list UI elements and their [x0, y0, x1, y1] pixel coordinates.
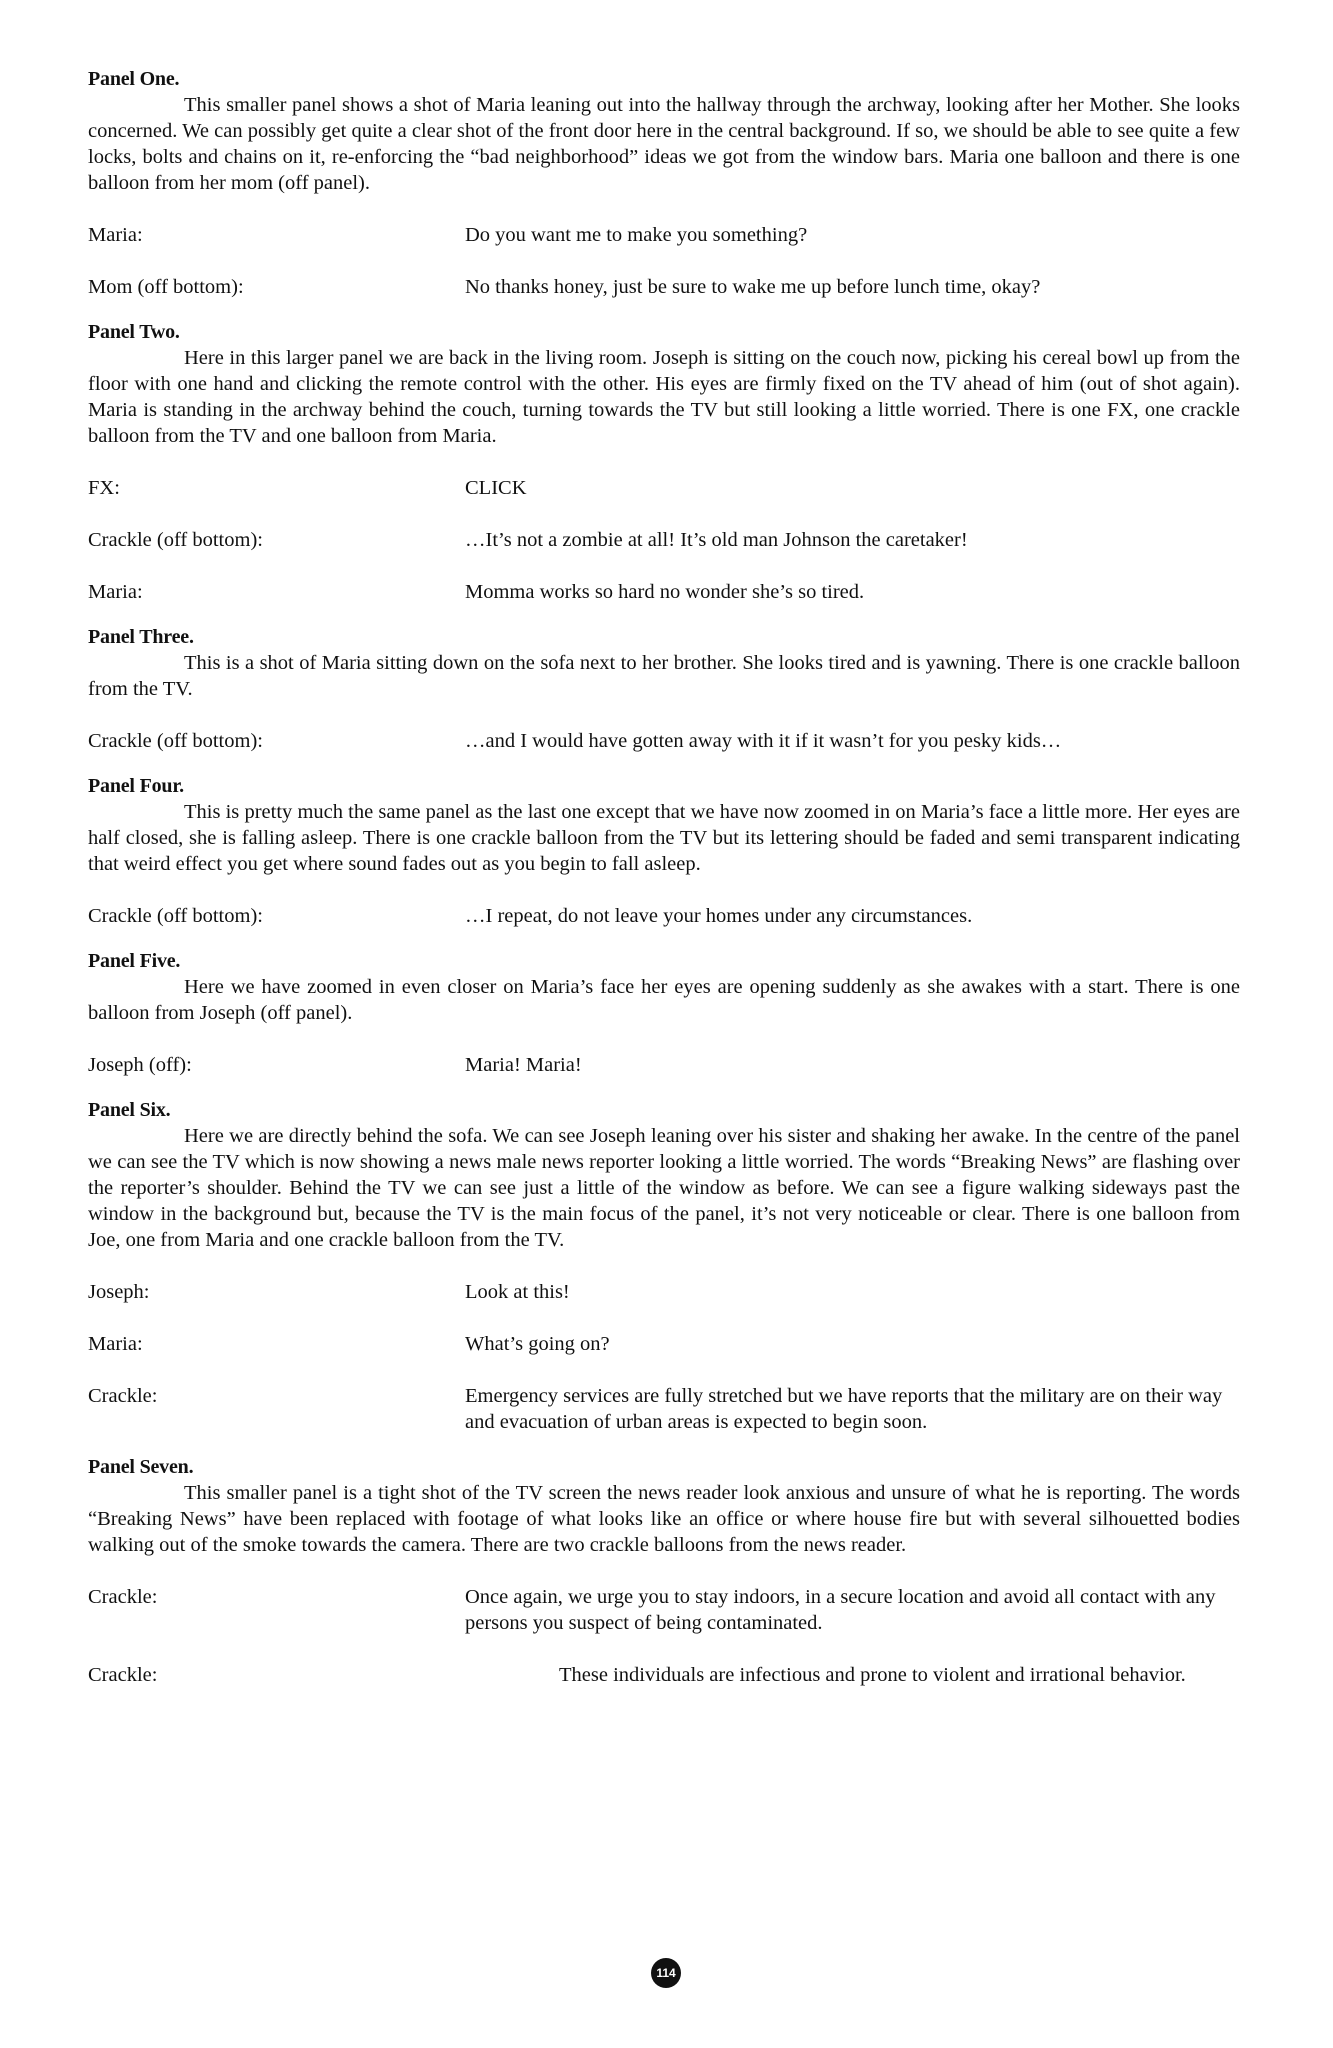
dialogue-line: [88, 1584, 1240, 1636]
dialogue-line: [88, 222, 1240, 248]
panel-two: [88, 319, 1240, 605]
panel-seven: [88, 1454, 1240, 1688]
page-number-badge: 114: [651, 1958, 681, 1988]
speaker: Joseph (off):: [88, 1054, 192, 1076]
dialogue-line: [88, 527, 1240, 553]
panel-three: [88, 624, 1240, 754]
dialogue-text: No thanks honey, just be sure to wake me up before lunch time, okay?: [465, 276, 1041, 298]
panel-title: Panel Seven.: [88, 1456, 194, 1478]
panel-description: This is a shot of Maria sitting down on the sofa next to her brother. She looks tired and is yawning. There is one crackle balloon from the TV.: [88, 652, 1240, 700]
speaker: Mom (off bottom):: [88, 276, 244, 298]
panel-title: Panel Five.: [88, 950, 181, 972]
dialogue-text: Maria! Maria!: [465, 1054, 582, 1076]
dialogue-list: [88, 1052, 1240, 1078]
speaker: Crackle (off bottom):: [88, 905, 263, 927]
speaker: FX:: [88, 477, 120, 499]
dialogue-text: Emergency services are fully stretched but we have reports that the military are on their way and evacuation of urban areas is expected to begin soon.: [465, 1385, 1223, 1433]
speaker: Maria:: [88, 1333, 143, 1355]
panel-description: This smaller panel is a tight shot of the TV screen the news reader look anxious and unsure of what he is reporting. The words “Breaking News” have been replaced with footage of what looks like an office or where house fire but with several silhouetted bodies walking out of the smoke towards the camera. There are two crackle balloons from the news reader.: [88, 1482, 1240, 1556]
dialogue-text: …and I would have gotten away with it if it wasn’t for you pesky kids…: [465, 730, 1062, 752]
panel-title: Panel Three.: [88, 626, 194, 648]
dialogue-text: Momma works so hard no wonder she’s so tired.: [465, 581, 865, 603]
dialogue-text: CLICK: [465, 477, 527, 499]
speaker: Joseph:: [88, 1281, 150, 1303]
dialogue-line: [88, 274, 1240, 300]
dialogue-list: [88, 1279, 1240, 1435]
dialogue-line: [88, 579, 1240, 605]
dialogue-line: [88, 1383, 1240, 1435]
panel-description: Here we are directly behind the sofa. We can see Joseph leaning over his sister and shaking her awake. In the centre of the panel we can see the TV which is now showing a news male news reporter looking a little worried. The words “Breaking News” are flashing over the reporter’s shoulder. Behind the TV we can see just a little of the window as before. We can see a figure walking sideways past the window in the background but, because the TV is the main focus of the panel, it’s not very noticeable or clear. There is one balloon from Joe, one from Maria and one crackle balloon from the TV.: [88, 1125, 1240, 1251]
panel-description: Here in this larger panel we are back in the living room. Joseph is sitting on the couch now, picking his cereal bowl up from the floor with one hand and clicking the remote control with the other. His eyes are firmly fixed on the TV ahead of him (out of shot again). Maria is standing in the archway behind the couch, turning towards the TV but still looking a little worried. There is one FX, one crackle balloon from the TV and one balloon from Maria.: [88, 347, 1240, 447]
panel-four: [88, 773, 1240, 929]
dialogue-text: What’s going on?: [465, 1333, 610, 1355]
dialogue-text: …I repeat, do not leave your homes under any circumstances.: [465, 905, 973, 927]
panel-title: Panel Four.: [88, 775, 184, 797]
panel-six: [88, 1097, 1240, 1435]
dialogue-line: [88, 1331, 1240, 1357]
dialogue-text: Once again, we urge you to stay indoors, in a secure location and avoid all contact with any persons you suspect of being contaminated.: [465, 1586, 1216, 1634]
dialogue-list: [88, 903, 1240, 929]
panel-title: Panel Six.: [88, 1099, 171, 1121]
dialogue-list: [88, 475, 1240, 605]
dialogue-text: These individuals are infectious and prone to violent and irrational behavior.: [559, 1664, 1186, 1686]
speaker: Maria:: [88, 224, 143, 246]
speaker: Crackle:: [88, 1586, 158, 1608]
dialogue-list: [88, 728, 1240, 754]
script-page: [88, 66, 1240, 1707]
panel-title: Panel Two.: [88, 321, 180, 343]
panel-description: This is pretty much the same panel as the last one except that we have now zoomed in on Maria’s face a little more. Her eyes are half closed, she is falling asleep. There is one crackle balloon from the TV but its lettering should be faded and semi transparent indicating that weird effect you get where sound fades out as you begin to fall asleep.: [88, 801, 1240, 875]
panel-description: Here we have zoomed in even closer on Maria’s face her eyes are opening suddenly as she awakes with a start. There is one balloon from Joseph (off panel).: [88, 976, 1240, 1024]
speaker: Crackle:: [88, 1664, 158, 1686]
dialogue-line: [88, 1662, 1240, 1688]
speaker: Crackle (off bottom):: [88, 529, 263, 551]
dialogue-line: [88, 728, 1240, 754]
speaker: Maria:: [88, 581, 143, 603]
dialogue-line: [88, 903, 1240, 929]
panel-one: [88, 66, 1240, 300]
dialogue-list: [88, 1584, 1240, 1688]
dialogue-list: [88, 222, 1240, 300]
speaker: Crackle:: [88, 1385, 158, 1407]
panel-five: [88, 948, 1240, 1078]
dialogue-text: Do you want me to make you something?: [465, 224, 808, 246]
dialogue-text: …It’s not a zombie at all! It’s old man Johnson the caretaker!: [465, 529, 968, 551]
panel-title: Panel One.: [88, 68, 180, 90]
panel-description: This smaller panel shows a shot of Maria leaning out into the hallway through the archway, looking after her Mother. She looks concerned. We can possibly get quite a clear shot of the front door here in the central background. If so, we should be able to see quite a few locks, bolts and chains on it, re-enforcing the “bad neighborhood” ideas we got from the window bars. Maria one balloon and there is one balloon from her mom (off panel).: [88, 94, 1240, 194]
dialogue-line: [88, 475, 1240, 501]
dialogue-line: [88, 1279, 1240, 1305]
speaker: Crackle (off bottom):: [88, 730, 263, 752]
dialogue-line: [88, 1052, 1240, 1078]
dialogue-text: Look at this!: [465, 1281, 570, 1303]
